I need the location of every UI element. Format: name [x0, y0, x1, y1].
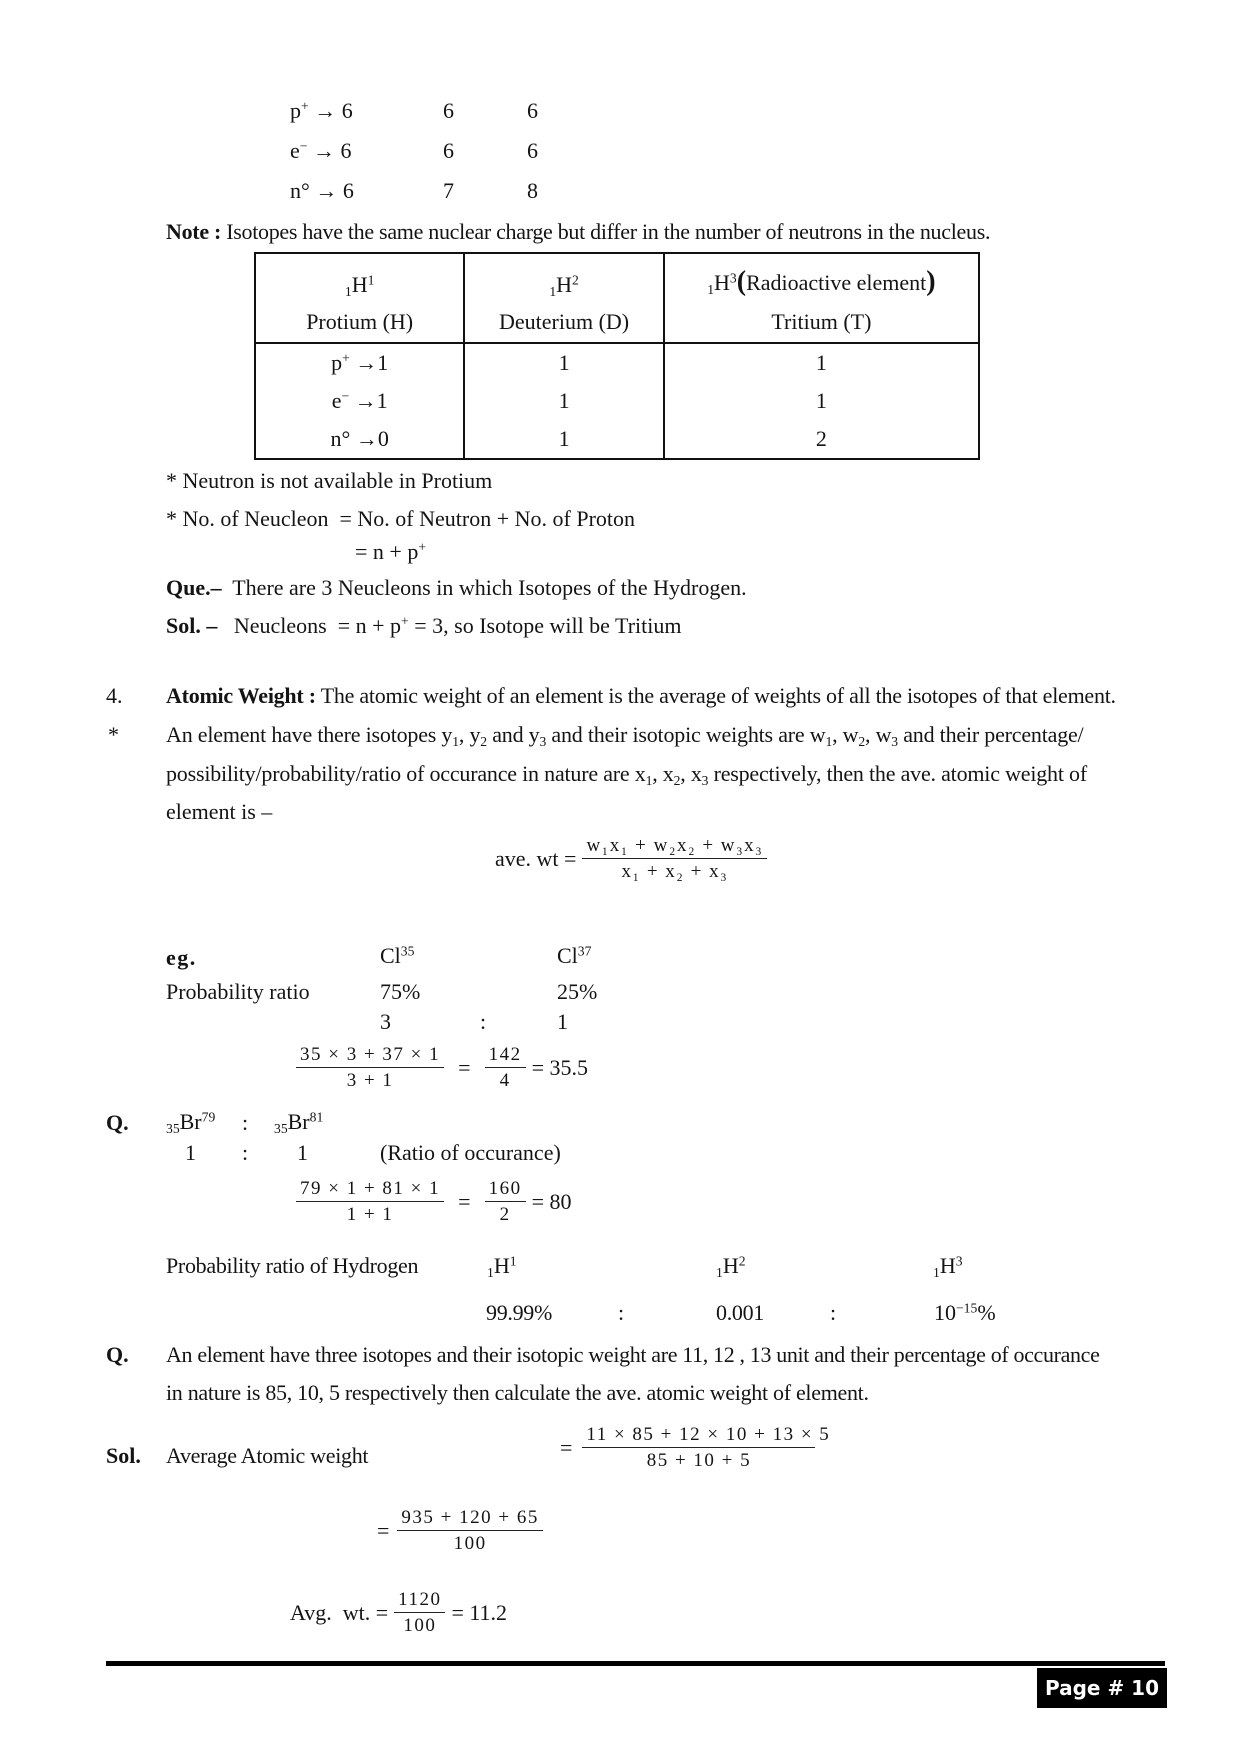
particle-label: e — [331, 388, 342, 413]
question-text-line1: An element have three isotopes and their isotopic weight are 11, 12 , 13 unit and their percentage of occurance — [166, 1342, 1100, 1367]
mass-number: 81 — [309, 1109, 324, 1125]
question-text: There are 3 Neucleons in which Isotopes of the Hydrogen. — [232, 575, 747, 600]
fraction — [485, 1045, 526, 1090]
isotope-h1 — [487, 1253, 517, 1281]
atomic-number: 35 — [274, 1121, 288, 1137]
paren-close: ) — [926, 266, 936, 297]
question-label: Que.– — [166, 575, 222, 600]
particle-sign: ° — [301, 178, 310, 203]
equals: = — [560, 1434, 573, 1460]
element-symbol: H — [939, 1253, 956, 1278]
arrow-icon: → — [354, 388, 377, 413]
element-symbol: H — [493, 1253, 510, 1278]
particle-sign: − — [299, 138, 308, 154]
question-1 — [166, 577, 747, 599]
isotope-cl37 — [557, 945, 591, 967]
probability-ratio-label: Probability ratio — [166, 979, 310, 1004]
element-symbol: Br — [287, 1109, 310, 1134]
particle-sign: + — [342, 350, 350, 366]
denominator: 3 + 1 — [346, 1070, 394, 1091]
ratio-colon: : — [480, 1009, 487, 1034]
value: 1 — [464, 420, 663, 459]
particle-sign: + — [301, 98, 309, 114]
denominator: 4 — [499, 1070, 511, 1091]
page-number-badge — [1037, 1668, 1167, 1708]
header-protium-symbol — [255, 253, 464, 302]
table-row — [255, 420, 979, 459]
value: 1 — [376, 388, 388, 413]
value: 1 — [664, 343, 979, 382]
mass-number: 2 — [738, 1253, 746, 1269]
abundance-value: 0.001 — [716, 1300, 765, 1325]
solution-final — [290, 1590, 507, 1635]
intro-row-neutron — [290, 180, 354, 202]
solution-text: Neucleons = n + p — [233, 613, 402, 638]
section-number: 4. — [106, 683, 123, 708]
suffix: % — [977, 1300, 996, 1325]
value: 6 — [342, 178, 354, 203]
mass-number: 2 — [572, 272, 579, 288]
fraction — [485, 1179, 526, 1224]
page-number: Page # 10 — [1044, 1676, 1159, 1700]
text: and their percentage/ — [903, 722, 1084, 747]
ratio-value: 1 — [185, 1140, 196, 1165]
isotope-cl35 — [380, 945, 414, 967]
equals: = — [458, 1188, 471, 1214]
arrow-icon: → — [315, 178, 338, 203]
atomic-number: 1 — [344, 284, 352, 300]
solution-label: Sol. — [106, 1443, 141, 1468]
particle-label: p — [331, 350, 343, 375]
value: 6 — [527, 138, 538, 163]
bullet-star: * — [108, 722, 119, 747]
result: = 35.5 — [531, 1054, 588, 1080]
intro-row-electron — [290, 140, 351, 162]
value: 6 — [341, 98, 353, 123]
fraction — [397, 1508, 542, 1553]
bullet-nucleon: * No. of Neucleon = No. of Neutron + No. of Proton — [166, 506, 636, 531]
nucleon-equation — [355, 541, 426, 563]
abundance-value: 99.99% — [486, 1300, 553, 1325]
note — [166, 221, 990, 243]
question-text-line2: in nature is 85, 10, 5 respectively then calculate the ave. atomic weight of element. — [166, 1380, 869, 1405]
text: and y — [492, 722, 540, 747]
solution-1 — [166, 615, 681, 637]
solution-text: = 3, so Isotope will be Tritium — [408, 613, 682, 638]
value: 6 — [443, 138, 454, 163]
result: = 80 — [531, 1188, 572, 1214]
denominator: 85 + 10 + 5 — [646, 1450, 752, 1471]
numerator: 1120 — [394, 1590, 445, 1613]
ratio-colon: : — [242, 1110, 249, 1135]
question-label: Q. — [106, 1110, 129, 1135]
base: 10 — [934, 1300, 956, 1325]
superscript: + — [418, 539, 427, 555]
header-tritium-symbol — [664, 253, 979, 302]
section-text: The atomic weight of an element is the average of weights of all the isotopes of that element. — [320, 683, 1116, 708]
text: possibility/probability/ratio of occurance in nature are x — [166, 761, 646, 786]
section-4-paragraph-line3: element is – — [166, 799, 273, 824]
value: 6 — [443, 98, 454, 123]
value: 6 — [527, 98, 538, 123]
value: 2 — [664, 420, 979, 459]
numerator: 160 — [485, 1179, 526, 1202]
value: 6 — [340, 138, 352, 163]
isotope-h2 — [716, 1253, 746, 1281]
ratio-colon: : — [242, 1140, 249, 1165]
mass-number: 37 — [577, 943, 592, 959]
particle-sign: − — [341, 388, 350, 404]
element-symbol: Cl — [557, 943, 578, 968]
solution-label: Sol. – — [166, 613, 218, 638]
equation-text: = n + p — [355, 539, 419, 564]
atomic-number: 1 — [716, 1265, 723, 1281]
ratio-value: 1 — [297, 1140, 308, 1165]
element-symbol: H — [722, 1253, 739, 1278]
numerator: 79 × 1 + 81 × 1 — [296, 1179, 444, 1202]
element-symbol: H — [351, 272, 368, 297]
particle-sign: ° — [341, 426, 351, 451]
particle-label: e — [290, 138, 300, 163]
ratio-value: 3 — [380, 1009, 391, 1034]
arrow-icon: → — [314, 98, 337, 123]
bullet-neutron: * Neutron is not available in Protium — [166, 468, 493, 493]
particle-label: n — [330, 426, 342, 451]
value: 8 — [527, 178, 538, 203]
numerator: 11 × 85 + 12 × 10 + 13 × 5 — [582, 1425, 815, 1448]
equals: = — [458, 1054, 471, 1080]
atomic-number: 1 — [933, 1265, 940, 1281]
section-4-paragraph-line1: An element have there isotopes $y_1$, $y_2$ and $y_3$ and their isotopic weights are $w_1$, $w_2$, $w_3$ and their percentage/ — [166, 722, 1084, 750]
section-4-paragraph-line2: possibility/probability/ratio of occurance in nature are $x_1$, $x_2$, $x_3$ respectively, then the ave. atomic weight of — [166, 761, 1087, 789]
solution-calculation — [560, 1424, 831, 1471]
value: 1 — [464, 343, 663, 382]
text: respectively, then the ave. atomic weight of — [713, 761, 1087, 786]
value: 0 — [377, 426, 389, 451]
value: 1 — [464, 382, 663, 420]
example-calculation — [290, 1045, 588, 1090]
hydrogen-isotopes-table — [254, 252, 980, 460]
denominator: x₁ + x₂ + x₃ — [621, 861, 729, 882]
mass-number: 3 — [955, 1253, 963, 1269]
header-tritium-name: Tritium (T) — [664, 302, 979, 343]
superscript: + — [401, 613, 409, 629]
header-deuterium-name: Deuterium (D) — [464, 302, 663, 343]
row-label — [255, 343, 464, 382]
final-result: = 11.2 — [451, 1599, 508, 1625]
element-symbol: H — [714, 270, 730, 295]
percentage: 25% — [557, 979, 598, 1004]
particle-label: p — [290, 98, 301, 123]
note-text: Isotopes have the same nuclear charge but differ in the number of neutrons in the nucleus. — [226, 219, 991, 244]
text: An element have there isotopes y — [166, 722, 453, 747]
row-label — [255, 382, 464, 420]
example-label: eg. — [166, 945, 197, 970]
atomic-number: 1 — [707, 282, 715, 298]
denominator: 1 + 1 — [346, 1204, 394, 1225]
equals: = — [377, 1517, 390, 1543]
paren-open: ( — [736, 266, 747, 297]
abundance-value — [934, 1302, 996, 1324]
numerator: w₁x₁ + w₂x₂ + w₃x₃ — [582, 836, 767, 859]
exponent: −15 — [956, 1300, 978, 1316]
arrow-icon: → — [355, 350, 378, 375]
particle-label: n — [290, 178, 301, 203]
mass-number: 35 — [400, 943, 415, 959]
table-header-symbols — [255, 253, 979, 302]
radioactive-note: Radioactive element — [746, 270, 927, 295]
numerator: 142 — [485, 1045, 526, 1068]
bromine-calculation — [290, 1179, 572, 1224]
atomic-number: 35 — [166, 1121, 180, 1137]
intro-row-proton — [290, 100, 353, 122]
isotope-br81 — [274, 1109, 324, 1137]
footer-rule — [106, 1661, 1165, 1666]
denominator: 2 — [499, 1204, 511, 1225]
text: and their isotopic weights are w — [551, 722, 826, 747]
ratio-value: 1 — [557, 1009, 568, 1034]
note-label: Note : — [166, 219, 222, 244]
value: 1 — [664, 382, 979, 420]
ratio-colon: : — [618, 1300, 625, 1325]
fraction — [296, 1179, 444, 1224]
question-label: Q. — [106, 1342, 129, 1367]
arrow-icon: → — [355, 426, 378, 451]
ratio-note: (Ratio of occurance) — [380, 1140, 561, 1165]
isotope-h3 — [933, 1253, 963, 1281]
section-title: Atomic Weight : — [166, 683, 316, 708]
atomic-number: 1 — [549, 284, 557, 300]
header-deuterium-symbol — [464, 253, 663, 302]
fraction — [582, 836, 767, 881]
ratio-colon: : — [830, 1300, 837, 1325]
fraction — [296, 1045, 444, 1090]
table-row — [255, 382, 979, 420]
element-symbol: Br — [179, 1109, 202, 1134]
numerator: 935 + 120 + 65 — [397, 1508, 542, 1531]
solution-text: Average Atomic weight — [166, 1443, 369, 1468]
header-protium-name: Protium (H) — [255, 302, 464, 343]
hydrogen-ratio-label: Probability ratio of Hydrogen — [166, 1253, 419, 1278]
element-symbol: H — [556, 272, 573, 297]
mass-number: 1 — [509, 1253, 517, 1269]
mass-number: 3 — [729, 270, 737, 286]
arrow-icon: → — [312, 138, 335, 163]
atomic-number: 1 — [487, 1265, 494, 1281]
element-symbol: Cl — [380, 943, 401, 968]
row-label — [255, 420, 464, 459]
isotope-br79 — [166, 1109, 216, 1137]
table-row — [255, 343, 979, 382]
final-label: Avg. wt. = — [290, 1599, 389, 1625]
fraction — [394, 1590, 445, 1635]
solution-step — [377, 1508, 549, 1553]
mass-number: 1 — [367, 272, 375, 288]
average-weight-formula — [495, 836, 773, 881]
section-4-heading — [166, 685, 1116, 707]
value: 7 — [443, 178, 454, 203]
value: 1 — [377, 350, 389, 375]
numerator: 35 × 3 + 37 × 1 — [296, 1045, 444, 1068]
denominator: 100 — [403, 1615, 437, 1636]
percentage: 75% — [380, 979, 421, 1004]
mass-number: 79 — [201, 1109, 216, 1125]
table-header-names — [255, 302, 979, 343]
fraction — [582, 1424, 831, 1471]
denominator: 100 — [453, 1533, 487, 1554]
formula-lhs: ave. wt = — [495, 845, 577, 871]
